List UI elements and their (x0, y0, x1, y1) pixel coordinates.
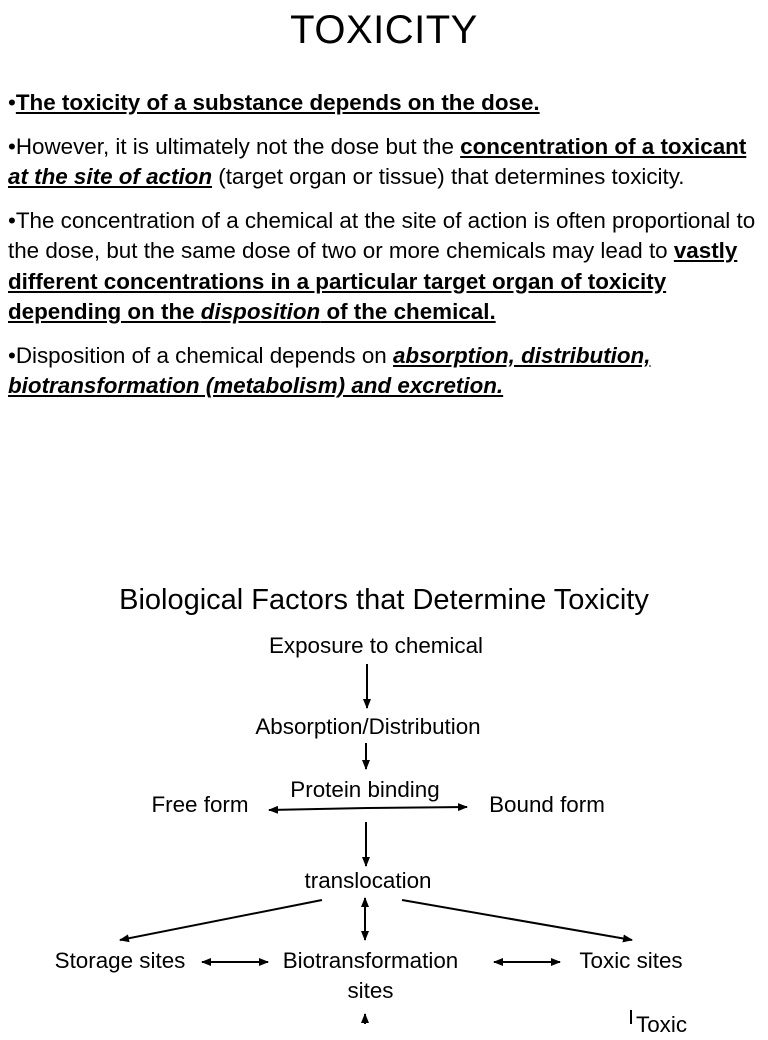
node-protein-binding: Protein binding (290, 777, 440, 802)
bullet-concentration-tail: (target organ or tissue) that determines toxicity. (212, 164, 685, 189)
node-absorption: Absorption/Distribution (255, 714, 481, 739)
bullet-concentration-site: at the site of action (8, 164, 213, 189)
bullet-proportional-disposition: disposition (200, 299, 321, 324)
node-translocation: translocation (304, 868, 432, 893)
diagram-title: Biological Factors that Determine Toxicity (119, 584, 649, 616)
bullet-concentration-bold: concentration of a toxicant (460, 133, 747, 159)
arrow-binding-free (269, 808, 367, 810)
node-biotransformation-sites: Biotransformation sites (282, 948, 459, 1003)
node-free-form: Free form (151, 792, 249, 817)
page-title: TOXICITY (290, 8, 478, 52)
bullet-disposition-factors: absorption, distribution, biotransformation (metabolism) and excretion. (8, 342, 651, 398)
arrow-translocation-storage (120, 900, 322, 940)
bullet-proportional-text: •The concentration of a chemical at the site of action is often proportional to the dose, but the same dose of two or more chemicals may lead to (8, 207, 756, 263)
arrow-binding-bound (367, 807, 467, 808)
bullet-proportional-tail: of the chemical. (320, 299, 496, 324)
node-storage-sites: Storage sites (54, 948, 186, 973)
node-toxic-sites: Toxic sites (579, 948, 683, 973)
bullet-disposition-text: •Disposition of a chemical depends on (8, 342, 393, 368)
node-bound-form: Bound form (489, 792, 605, 817)
node-toxic-cut: Toxic (636, 1012, 688, 1037)
bullet-dose-text: The toxicity of a substance depends on the dose. (15, 90, 540, 115)
node-exposure: Exposure to chemical (268, 633, 484, 658)
arrow-translocation-toxic (402, 900, 632, 940)
bullet-concentration-text: •However, it is ultimately not the dose but the (8, 133, 461, 159)
bullet-marker: • (8, 90, 16, 115)
bullet-proportional-bold: vastly different concentrations in a particular target organ of toxicity depending on the (8, 238, 738, 324)
